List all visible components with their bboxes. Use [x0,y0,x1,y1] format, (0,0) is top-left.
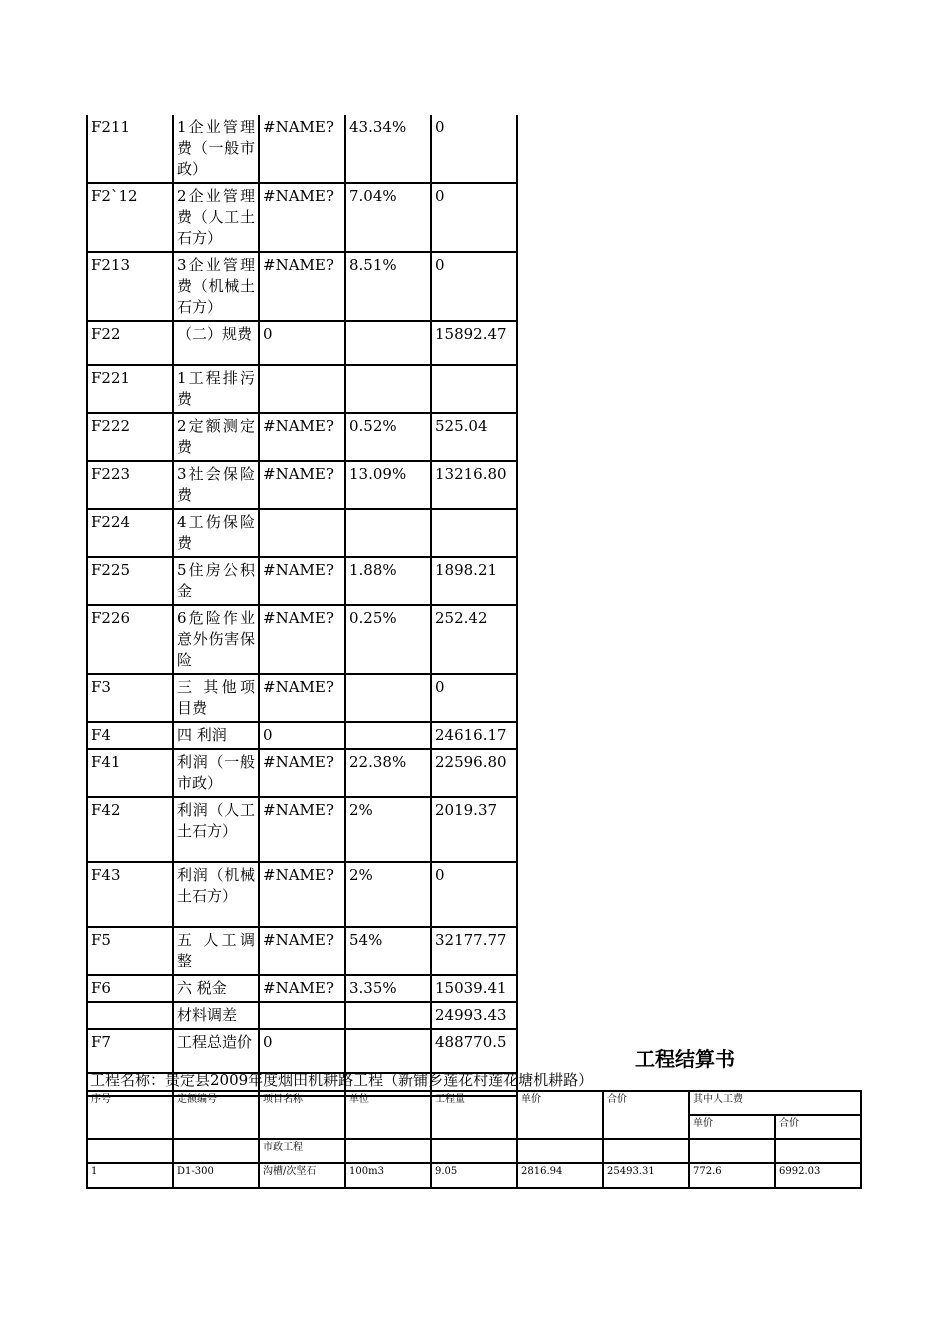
fee-amount-cell: 15039.41 [431,975,517,1002]
fee-name-cell: 六 税金 [173,975,259,1002]
fee-row [87,509,517,557]
fee-rate-cell: 43.34% [345,115,431,183]
fee-amount-cell: 0 [431,674,517,722]
fee-amount-cell: 0 [431,115,517,183]
fee-row [87,183,517,252]
fee-rate-cell: 7.04% [345,183,431,252]
settlement-table [86,1090,862,1189]
fee-row [87,749,517,797]
fee-row [87,927,517,975]
header-quota-code: 定额编号 [173,1091,259,1139]
fee-code-cell: F6 [87,975,173,1002]
fee-amount-cell: 0 [431,862,517,927]
fee-name-cell: 4工伤保险费 [173,509,259,557]
fee-name-cell: 利润（机械土石方） [173,862,259,927]
fee-rate-cell: 0.52% [345,413,431,461]
fee-rate-cell: 8.51% [345,252,431,321]
fee-name-cell: 2定额测定费 [173,413,259,461]
fee-row [87,797,517,862]
fee-amount-cell: 0 [431,183,517,252]
fee-amount-cell: 15892.47 [431,321,517,365]
fee-code-cell: F2`12 [87,183,173,252]
fee-base-cell: 0 [259,321,345,365]
fee-amount-cell [431,365,517,413]
fee-base-cell: #NAME? [259,797,345,862]
cell-labor-total-price: 6992.03 [775,1163,861,1188]
header-labor-unit-price: 单价 [689,1115,775,1139]
section-cell-empty [517,1139,603,1163]
fee-name-cell: 三 其他项目费 [173,674,259,722]
fee-amount-cell: 22596.80 [431,749,517,797]
fee-base-cell [259,1002,345,1029]
fee-code-cell: F223 [87,461,173,509]
cell-unit-price: 2816.94 [517,1163,603,1188]
fee-name-cell: 工程总造价 [173,1029,259,1073]
fee-rate-cell: 0.25% [345,605,431,674]
fee-row [87,674,517,722]
fee-name-cell: 3企业管理费（机械土石方） [173,252,259,321]
fee-base-cell: #NAME? [259,413,345,461]
fee-rate-cell [345,1002,431,1029]
section-cell-empty [689,1139,775,1163]
cell-quantity: 9.05 [431,1163,517,1188]
fee-base-cell: #NAME? [259,862,345,927]
fee-code-cell: F5 [87,927,173,975]
fee-base-cell: #NAME? [259,115,345,183]
section-cell-empty [345,1139,431,1163]
fee-row [87,115,517,183]
fee-row [87,605,517,674]
fee-rate-cell: 2% [345,797,431,862]
fee-row [87,321,517,365]
fee-base-cell: #NAME? [259,605,345,674]
fee-base-cell: #NAME? [259,674,345,722]
fee-name-cell: 3社会保险费 [173,461,259,509]
fee-rate-cell [345,509,431,557]
section-cell-empty [87,1139,173,1163]
section-cell-empty [431,1139,517,1163]
header-total-price: 合价 [603,1091,689,1139]
fee-code-cell: F4 [87,722,173,749]
fee-base-cell: #NAME? [259,749,345,797]
fee-row [87,1002,517,1029]
fee-amount-cell: 252.42 [431,605,517,674]
cell-total-price: 25493.31 [603,1163,689,1188]
fee-code-cell: F42 [87,797,173,862]
cell-item-name: 沟槽/次坚石 [259,1163,345,1188]
fee-base-cell: #NAME? [259,461,345,509]
fee-name-cell: 1工程排污费 [173,365,259,413]
section-label: 市政工程 [259,1139,345,1163]
fee-rate-cell [345,674,431,722]
header-item-name: 项目名称 [259,1091,345,1139]
fee-code-cell: F43 [87,862,173,927]
fee-rate-cell: 22.38% [345,749,431,797]
fee-name-cell: 1企业管理费（一般市政） [173,115,259,183]
fee-rate-cell [345,365,431,413]
fee-rate-cell: 1.88% [345,557,431,605]
cell-quota-code: D1-300 [173,1163,259,1188]
fee-base-cell: 0 [259,1029,345,1073]
fee-amount-cell: 0 [431,252,517,321]
fee-base-cell: #NAME? [259,975,345,1002]
fee-code-cell: F225 [87,557,173,605]
fee-code-cell: F7 [87,1029,173,1073]
fee-amount-cell [431,509,517,557]
fee-base-cell: #NAME? [259,183,345,252]
fee-rate-cell: 54% [345,927,431,975]
project-name-line: 工程名称：贵定县2009年度烟田机耕路工程（新铺乡莲花村莲花塘机耕路） [90,1071,594,1089]
fee-code-cell: F226 [87,605,173,674]
fee-rate-cell: 13.09% [345,461,431,509]
section-cell-empty [603,1139,689,1163]
fee-code-cell: F41 [87,749,173,797]
header-seq: 序号 [87,1091,173,1139]
fee-name-cell: 6危险作业意外伤害保险 [173,605,259,674]
document-title: 工程结算书 [635,1047,735,1071]
fee-rate-cell: 3.35% [345,975,431,1002]
cell-unit: 100m3 [345,1163,431,1188]
fee-name-cell: 5住房公积金 [173,557,259,605]
fee-table [86,115,518,1097]
fee-name-cell: （二）规费 [173,321,259,365]
fee-amount-cell: 24993.43 [431,1002,517,1029]
settlement-header-row [87,1091,861,1115]
fee-amount-cell: 488770.5 [431,1029,517,1073]
settlement-section-row [87,1139,861,1163]
fee-row [87,461,517,509]
fee-rate-cell [345,1029,431,1073]
fee-code-cell [87,1002,173,1029]
fee-base-cell [259,365,345,413]
fee-rate-cell [345,722,431,749]
fee-amount-cell: 32177.77 [431,927,517,975]
fee-base-cell: #NAME? [259,557,345,605]
fee-base-cell [259,509,345,557]
fee-base-cell: 0 [259,722,345,749]
fee-row [87,722,517,749]
fee-table-body [87,115,517,1096]
fee-base-cell: #NAME? [259,927,345,975]
header-labor-total-price: 合价 [775,1115,861,1139]
fee-amount-cell: 525.04 [431,413,517,461]
fee-row [87,557,517,605]
cell-seq: 1 [87,1163,173,1188]
fee-row [87,975,517,1002]
fee-code-cell: F211 [87,115,173,183]
fee-rate-cell: 2% [345,862,431,927]
header-quantity: 工程量 [431,1091,517,1139]
fee-row [87,365,517,413]
fee-amount-cell: 24616.17 [431,722,517,749]
fee-amount-cell: 1898.21 [431,557,517,605]
fee-amount-cell: 13216.80 [431,461,517,509]
fee-base-cell: #NAME? [259,252,345,321]
fee-code-cell: F224 [87,509,173,557]
fee-name-cell: 五 人工调整 [173,927,259,975]
fee-name-cell: 2企业管理费（人工土石方） [173,183,259,252]
fee-code-cell: F221 [87,365,173,413]
section-cell-empty [775,1139,861,1163]
header-unit: 单位 [345,1091,431,1139]
fee-code-cell: F222 [87,413,173,461]
fee-code-cell: F3 [87,674,173,722]
fee-code-cell: F213 [87,252,173,321]
fee-name-cell: 材料调差 [173,1002,259,1029]
fee-row [87,1029,517,1073]
cell-labor-unit-price: 772.6 [689,1163,775,1188]
fee-amount-cell: 2019.37 [431,797,517,862]
fee-name-cell: 四 利润 [173,722,259,749]
fee-row [87,413,517,461]
fee-name-cell: 利润（人工土石方） [173,797,259,862]
fee-name-cell: 利润（一般市政） [173,749,259,797]
fee-code-cell: F22 [87,321,173,365]
fee-row [87,862,517,927]
fee-rate-cell [345,321,431,365]
header-unit-price: 单价 [517,1091,603,1139]
fee-row [87,252,517,321]
settlement-data-row [87,1163,861,1188]
header-labor-group: 其中人工费 [689,1091,861,1115]
section-cell-empty [173,1139,259,1163]
